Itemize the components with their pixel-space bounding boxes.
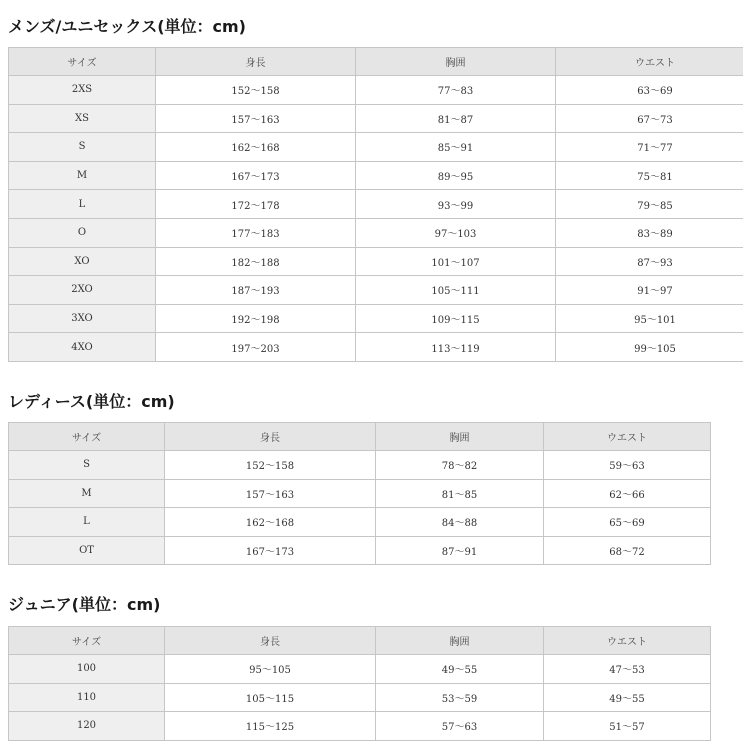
- waist-cell: 59～63: [544, 451, 711, 480]
- table-row: [9, 133, 743, 162]
- chest-cell: 53～59: [376, 683, 544, 712]
- height-cell: 182～188: [156, 247, 356, 276]
- waist-cell: 67～73: [556, 104, 743, 133]
- column-header-waist: ウエスト: [544, 627, 711, 655]
- height-cell: 152～158: [156, 76, 356, 105]
- column-header-size: サイズ: [9, 627, 165, 655]
- height-cell: 157～163: [156, 104, 356, 133]
- table-row: [9, 76, 743, 105]
- size-cell: S: [9, 451, 165, 480]
- size-cell: 120: [9, 712, 165, 741]
- column-header-chest: 胸囲: [376, 627, 544, 655]
- size-cell: XS: [9, 104, 156, 133]
- chest-cell: 78～82: [376, 451, 544, 480]
- size-cell: L: [9, 508, 165, 537]
- waist-cell: 95～101: [556, 304, 743, 333]
- size-cell: S: [9, 133, 156, 162]
- waist-cell: 75～81: [556, 161, 743, 190]
- column-header-waist: ウエスト: [556, 48, 743, 76]
- height-cell: 197～203: [156, 333, 356, 362]
- size-cell: M: [9, 161, 156, 190]
- column-header-chest: 胸囲: [376, 423, 544, 451]
- table-row: [9, 276, 743, 305]
- waist-cell: 63～69: [556, 76, 743, 105]
- chest-cell: 49～55: [376, 655, 544, 684]
- column-header-height: 身長: [165, 423, 376, 451]
- table-row: [9, 683, 711, 712]
- chest-cell: 93～99: [356, 190, 556, 219]
- height-cell: 192～198: [156, 304, 356, 333]
- waist-cell: 51～57: [544, 712, 711, 741]
- chest-cell: 57～63: [376, 712, 544, 741]
- size-cell: XO: [9, 247, 156, 276]
- waist-cell: 65～69: [544, 508, 711, 537]
- waist-cell: 47～53: [544, 655, 711, 684]
- waist-cell: 49～55: [544, 683, 711, 712]
- column-header-waist: ウエスト: [544, 423, 711, 451]
- chest-cell: 113～119: [356, 333, 556, 362]
- chest-cell: 81～87: [356, 104, 556, 133]
- table-row: [9, 536, 711, 565]
- table-row: [9, 333, 743, 362]
- waist-cell: 91～97: [556, 276, 743, 305]
- header-row: [9, 48, 743, 76]
- waist-cell: 87～93: [556, 247, 743, 276]
- column-header-chest: 胸囲: [356, 48, 556, 76]
- table-row: [9, 655, 711, 684]
- size-cell: 100: [9, 655, 165, 684]
- size-cell: 2XO: [9, 276, 156, 305]
- height-cell: 187～193: [156, 276, 356, 305]
- mens-size-table: [8, 47, 743, 362]
- table-row: [9, 304, 743, 333]
- waist-cell: 99～105: [556, 333, 743, 362]
- table-row: [9, 190, 743, 219]
- column-header-height: 身長: [165, 627, 376, 655]
- height-cell: 105～115: [165, 683, 376, 712]
- waist-cell: 83～89: [556, 218, 743, 247]
- size-cell: 110: [9, 683, 165, 712]
- header-row: [9, 627, 711, 655]
- size-cell: M: [9, 479, 165, 508]
- ladies-size-title: レディース(単位：cm): [8, 392, 175, 411]
- table-row: [9, 508, 711, 537]
- size-cell: L: [9, 190, 156, 219]
- size-cell: 2XS: [9, 76, 156, 105]
- table-row: [9, 451, 711, 480]
- mens-size-title: メンズ/ユニセックス(単位：cm): [8, 17, 246, 36]
- table-row: [9, 712, 711, 741]
- height-cell: 172～178: [156, 190, 356, 219]
- chest-cell: 87～91: [376, 536, 544, 565]
- chest-cell: 109～115: [356, 304, 556, 333]
- header-row: [9, 423, 711, 451]
- table-row: [9, 104, 743, 133]
- junior-size-table: [8, 626, 711, 741]
- height-cell: 167～173: [156, 161, 356, 190]
- junior-size-title: ジュニア(単位：cm): [8, 595, 161, 614]
- height-cell: 157～163: [165, 479, 376, 508]
- size-cell: 3XO: [9, 304, 156, 333]
- waist-cell: 68～72: [544, 536, 711, 565]
- chest-cell: 84～88: [376, 508, 544, 537]
- height-cell: 162～168: [165, 508, 376, 537]
- column-header-height: 身長: [156, 48, 356, 76]
- size-cell: 4XO: [9, 333, 156, 362]
- column-header-size: サイズ: [9, 423, 165, 451]
- height-cell: 177～183: [156, 218, 356, 247]
- waist-cell: 79～85: [556, 190, 743, 219]
- chest-cell: 105～111: [356, 276, 556, 305]
- size-cell: O: [9, 218, 156, 247]
- table-row: [9, 247, 743, 276]
- height-cell: 115～125: [165, 712, 376, 741]
- table-row: [9, 479, 711, 508]
- column-header-size: サイズ: [9, 48, 156, 76]
- chest-cell: 81～85: [376, 479, 544, 508]
- height-cell: 167～173: [165, 536, 376, 565]
- chest-cell: 101～107: [356, 247, 556, 276]
- height-cell: 152～158: [165, 451, 376, 480]
- chest-cell: 77～83: [356, 76, 556, 105]
- waist-cell: 62～66: [544, 479, 711, 508]
- table-row: [9, 161, 743, 190]
- height-cell: 95～105: [165, 655, 376, 684]
- table-row: [9, 218, 743, 247]
- size-cell: OT: [9, 536, 165, 565]
- chest-cell: 97～103: [356, 218, 556, 247]
- ladies-size-table: [8, 422, 711, 565]
- height-cell: 162～168: [156, 133, 356, 162]
- waist-cell: 71～77: [556, 133, 743, 162]
- chest-cell: 85～91: [356, 133, 556, 162]
- chest-cell: 89～95: [356, 161, 556, 190]
